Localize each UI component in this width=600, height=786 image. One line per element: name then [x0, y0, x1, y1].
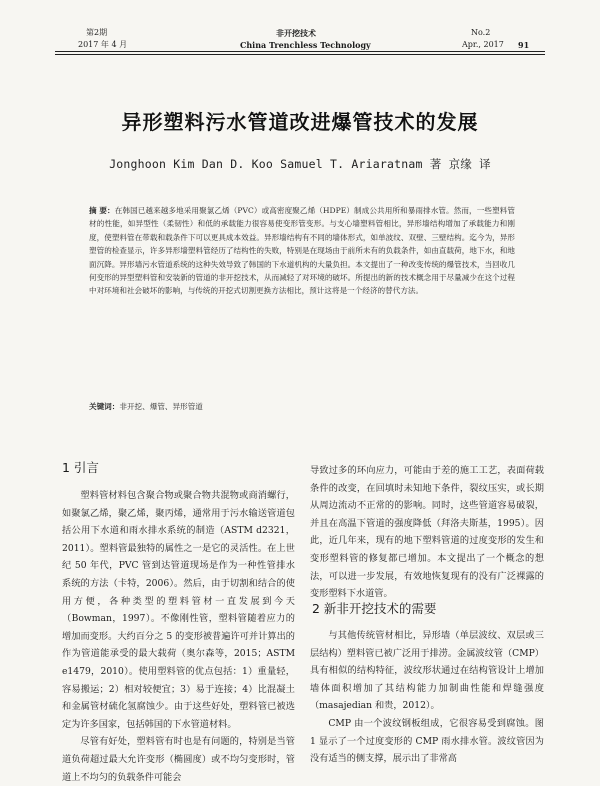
- section-1-paragraph: 尽管有好处，塑料管有时也是有问题的，特别是当管道负荷超过最大允许变形（椭圆度）或不均匀变形时，管道上不均匀的负载条件可能会: [62, 736, 295, 783]
- keywords: [89, 401, 515, 413]
- section-2-paragraph: CMP 由一个波纹钢板组成，它很容易受到腐蚀。图 1 显示了一个过度变形的 CMP 雨水排水管。波纹管因为没有适当的侧支撑，展示出了非常高: [310, 717, 544, 765]
- right-column-intro: [310, 462, 544, 603]
- keywords-label: 关键词：: [89, 402, 120, 411]
- header-rule-thick: [55, 51, 545, 52]
- page-number: 91: [518, 40, 530, 50]
- header-rule-thin: [55, 54, 545, 55]
- header-journal-en: China Trenchless Technology: [240, 40, 371, 50]
- header-issue-left: 第2期: [86, 28, 108, 37]
- keywords-text: 非开挖、爆管、异形管道: [119, 402, 203, 411]
- left-column: [62, 487, 295, 786]
- section-1-heading: 1 引言: [62, 460, 99, 475]
- header-journal-cn: 非开挖技术: [276, 28, 316, 38]
- header-date-right: Apr., 2017: [462, 40, 504, 49]
- section-2-paragraph: 与其他传统管材相比，异形墙（单层波纹、双层或三层结构）塑料管已被广泛用于排涝。金属波纹管（CMP）具有相似的结构特征，波纹形状通过在结构管设计上增加墙体面积增加了其结构能力加制曲性能和焊缝强度（masajedian 和贵，2012）。: [310, 630, 544, 712]
- abstract-label: 摘 要：: [89, 206, 115, 215]
- article-title: 异形塑料污水管道改进爆管技术的发展: [121, 110, 479, 134]
- header-date-left: 2017 年 4 月: [78, 40, 128, 49]
- section-1-paragraph: 塑料管材料包含聚合物或聚合物共混物或商消螺行，如聚氯乙烯，聚乙烯，聚丙烯，通常用于污水输送管道包括公用下水道和雨水排水系统的制造（ASTM d2321，2011）。塑料管最独特的属性之一是它的灵活性。在上世纪 50 年代，PVC 管到达管道现场是作为一种性管排水系统的方法（卡特，2006）。然后，由于切割和结合的使用方便，各种类型的塑料管材一直发展到今天（Bowman，1997）。不像刚性管，塑料管随着应力的增加而变形。大约百分之 5 的变形被普遍许可并计算出的作为管道能承受的最大载荷（奥尔森等，2015；ASTM e1479，2010）。使用塑料管的优点包括：1）重量轻，容易搬运；2）相对较便宜；3）易于连接；4）比混凝土和金属管材硫化氢腐蚀少。由于这些好处，塑料管已被选定为许多国家，包括韩国的下水管道材料。: [62, 490, 295, 730]
- article-authors: Jonghoon Kim Dan D. Koo Samuel T. Ariaratnam 著 京缘 译: [109, 157, 491, 171]
- abstract-text: 在韩国已越来越多地采用聚氯乙烯（PVC）或高密度聚乙烯（HDPE）制成公共用所和暴雨排水管。然而，一些塑料管材的性能，如异型性（柔韧性）和低的承载能力很容易使变形管变形。与支心墙塑料管相比，异形墙结构增加了承载能力和刚度，使塑料管在带载和载条件下可以更具成本效益。异形墙结构有不同的墙体形式，如单波纹、双壁、三壁结构。迄今为，异形塑管的检查显示，许多异形墙塑料管经历了结构性的失败，特别是在现场由于前所未有的负载条件，如由直载荷，地下水，和地面沉降。异形墙污水管道系统的这种失效导致了韩国的下水道机构的大量负担。本文提出了一种改变传统的爆管技术，当回收几何变形的异型塑料管和安装新的管道的非开挖技术，从而减轻了对环境的破坏。所提出的新的技术概念用于尽量减少在这个过程中对环境和社会破坏的影响，与传统的开挖式切割更换方法相比，预计这将是一个经济的替代方法。: [89, 206, 515, 296]
- right-column-section-2: [310, 627, 544, 768]
- section-2-heading: 2 新非开挖技术的需要: [312, 601, 437, 616]
- abstract: [89, 204, 515, 298]
- header-issue-no: No.2: [471, 28, 491, 37]
- section-1-continuation: 导致过多的环向应力，可能由于差的施工工艺，表面荷载条件的改变，在回填时未知地下条件，裂纹压实，或长期从周边流动不正常的的影响。同时，这些管道容易破裂，并且在高温下管道的强度降低（拜洛夫斯基，1995）。因此，近几年来，现有的地下塑料管道的过度变形的发生和变形塑料管的修复都已增加。本文提出了一个概念的想法，可以进一步发展，有效地恢复现有的没有广泛裸露的变形塑料下水道管。: [310, 465, 544, 600]
